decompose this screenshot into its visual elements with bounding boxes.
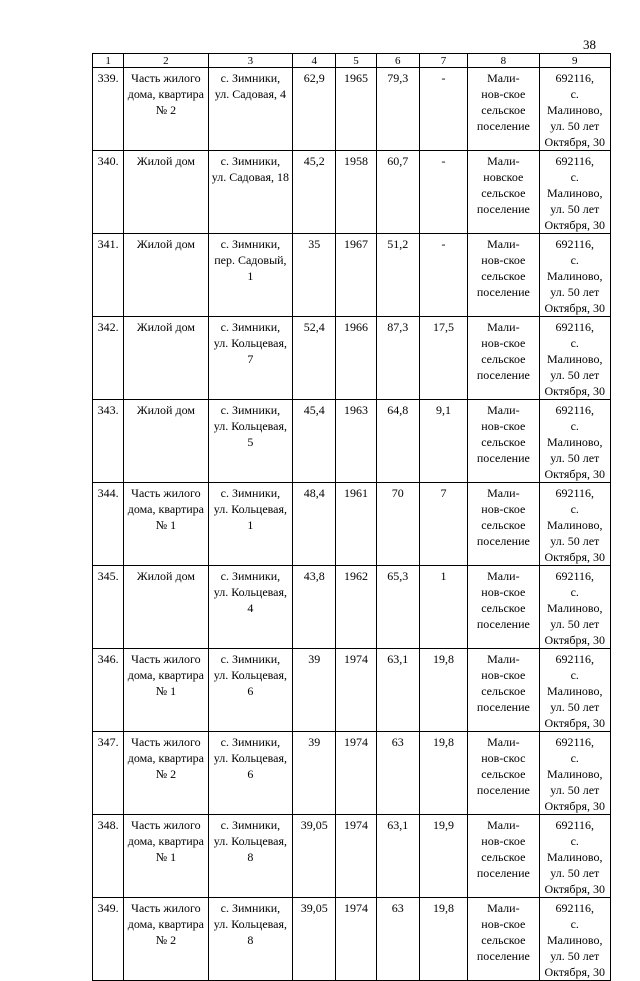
holder-address-cell: 692116, с. Малиново, ул. 50 лет Октября, 30 [539,317,610,400]
object-address: с. Зимники, ул. Кольцевая, 6 [208,649,292,732]
column-header: 1 [93,54,124,68]
area-value: 39 [293,649,336,732]
table-row [93,566,611,649]
area-value: 48,4 [293,483,336,566]
column-header: 7 [419,54,467,68]
year-value: 1974 [336,898,376,981]
column-header: 8 [468,54,539,68]
area-value: 43,8 [293,566,336,649]
object-address: с. Зимники, ул. Садовая, 18 [208,151,292,234]
row-number: 341. [93,234,124,317]
object-name: Часть жилого дома, квартира № 2 [124,68,208,151]
object-address: с. Зимники, ул. Кольцевая, 6 [208,732,292,815]
object-name: Жилой дом [124,566,208,649]
page-number: 38 [583,37,596,52]
object-name: Жилой дом [124,400,208,483]
table-row [93,317,611,400]
value-cell: - [419,234,467,317]
municipality-cell: Мали- нов-ское сельское поселение [468,566,539,649]
object-address: с. Зимники, ул. Садовая, 4 [208,68,292,151]
municipality-cell: Мали- новское сельское поселение [468,151,539,234]
value-cell: 19,8 [419,649,467,732]
table-row [93,400,611,483]
holder-address-cell: 692116, с. Малиново, ул. 50 лет Октября, 30 [539,566,610,649]
year-value: 1967 [336,234,376,317]
row-number: 340. [93,151,124,234]
municipality-cell: Мали- нов-скос сельское поселение [468,732,539,815]
value-cell: 63 [376,732,419,815]
value-cell: 65,3 [376,566,419,649]
row-number: 347. [93,732,124,815]
table-row [93,151,611,234]
column-header: 5 [336,54,376,68]
value-cell: 9,1 [419,400,467,483]
row-number: 342. [93,317,124,400]
municipality-cell: Мали- нов-ское сельское поселение [468,898,539,981]
municipality-cell: Мали- нов-ское сельское поселение [468,234,539,317]
area-value: 39,05 [293,815,336,898]
value-cell: 63,1 [376,649,419,732]
year-value: 1974 [336,732,376,815]
year-value: 1962 [336,566,376,649]
object-name: Часть жилого дома, квартира № 1 [124,483,208,566]
column-header: 3 [208,54,292,68]
object-address: с. Зимники, ул. Кольцевая, 7 [208,317,292,400]
value-cell: 60,7 [376,151,419,234]
table-row [93,815,611,898]
holder-address-cell: 692116, с. Малиново, ул. 50 лет Октября, 30 [539,649,610,732]
municipality-cell: Мали- нов-ское сельское поселение [468,815,539,898]
object-name: Часть жилого дома, квартира № 1 [124,649,208,732]
column-number-row [93,54,611,68]
area-value: 39,05 [293,898,336,981]
municipality-cell: Мали- нов-ское сельское поселение [468,68,539,151]
year-value: 1958 [336,151,376,234]
column-header: 6 [376,54,419,68]
year-value: 1974 [336,815,376,898]
value-cell: 63,1 [376,815,419,898]
object-address: с. Зимники, ул. Кольцевая, 4 [208,566,292,649]
holder-address-cell: 692116, с. Малиново, ул. 50 лет Октября, 30 [539,483,610,566]
holder-address-cell: 692116, с. Малиново, ул. 50 лет Октября, 30 [539,732,610,815]
year-value: 1961 [336,483,376,566]
object-name: Жилой дом [124,234,208,317]
value-cell: 70 [376,483,419,566]
object-address: с. Зимники, ул. Кольцевая, 8 [208,815,292,898]
area-value: 35 [293,234,336,317]
value-cell: - [419,151,467,234]
property-register-table [92,53,611,981]
value-cell: 63 [376,898,419,981]
holder-address-cell: 692116, с. Малиново, ул. 50 лет Октября, 30 [539,68,610,151]
value-cell: 19,8 [419,732,467,815]
value-cell: 19,8 [419,898,467,981]
year-value: 1966 [336,317,376,400]
value-cell: - [419,68,467,151]
object-name: Часть жилого дома, квартира № 2 [124,732,208,815]
value-cell: 17,5 [419,317,467,400]
table-row [93,649,611,732]
area-value: 52,4 [293,317,336,400]
table-row [93,68,611,151]
value-cell: 51,2 [376,234,419,317]
year-value: 1974 [336,649,376,732]
municipality-cell: Мали- нов-ское сельское поселение [468,483,539,566]
holder-address-cell: 692116, с. Малиново, ул. 50 лет Октября, 30 [539,898,610,981]
object-address: с. Зимники, ул. Кольцевая, 5 [208,400,292,483]
row-number: 349. [93,898,124,981]
year-value: 1963 [336,400,376,483]
value-cell: 87,3 [376,317,419,400]
object-name: Часть жилого дома, квартира № 1 [124,815,208,898]
object-name: Жилой дом [124,317,208,400]
holder-address-cell: 692116, с. Малиново, ул. 50 лет Октября, 30 [539,234,610,317]
object-address: с. Зимники, пер. Садовый, 1 [208,234,292,317]
column-header: 2 [124,54,208,68]
municipality-cell: Мали- нов-ское сельское поселение [468,317,539,400]
value-cell: 1 [419,566,467,649]
area-value: 39 [293,732,336,815]
object-address: с. Зимники, ул. Кольцевая, 1 [208,483,292,566]
row-number: 348. [93,815,124,898]
row-number: 346. [93,649,124,732]
area-value: 45,4 [293,400,336,483]
row-number: 344. [93,483,124,566]
holder-address-cell: 692116, с. Малиново, ул. 50 лет Октября, 30 [539,815,610,898]
value-cell: 79,3 [376,68,419,151]
value-cell: 7 [419,483,467,566]
row-number: 345. [93,566,124,649]
table-row [93,898,611,981]
object-name: Жилой дом [124,151,208,234]
column-header: 4 [293,54,336,68]
area-value: 45,2 [293,151,336,234]
row-number: 343. [93,400,124,483]
year-value: 1965 [336,68,376,151]
table-row [93,483,611,566]
municipality-cell: Мали- нов-ское сельское поселение [468,400,539,483]
area-value: 62,9 [293,68,336,151]
object-address: с. Зимники, ул. Кольцевая, 8 [208,898,292,981]
object-name: Часть жилого дома, квартира № 2 [124,898,208,981]
row-number: 339. [93,68,124,151]
value-cell: 64,8 [376,400,419,483]
holder-address-cell: 692116, с. Малиново, ул. 50 лет Октября, 30 [539,400,610,483]
table-row [93,234,611,317]
holder-address-cell: 692116, с. Малиново, ул. 50 лет Октября, 30 [539,151,610,234]
municipality-cell: Мали- нов-ское сельское поселение [468,649,539,732]
column-header: 9 [539,54,610,68]
value-cell: 19,9 [419,815,467,898]
table-row [93,732,611,815]
